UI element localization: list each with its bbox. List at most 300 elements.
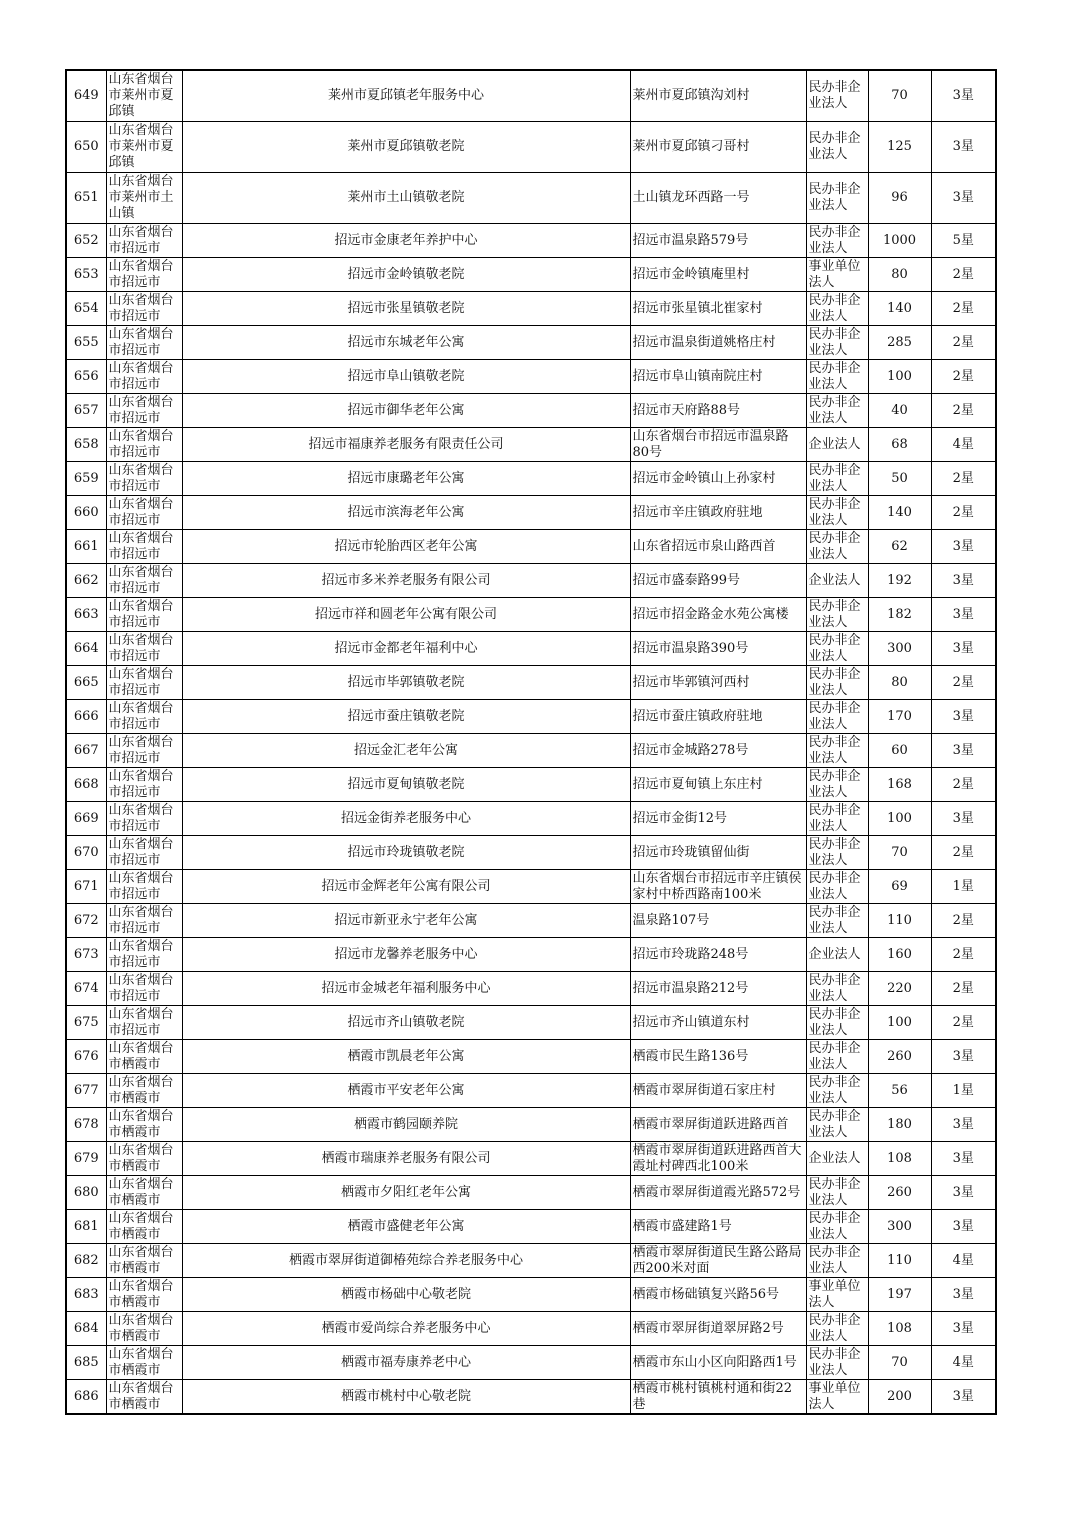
beds-cell: 70 xyxy=(868,1346,931,1380)
region-cell: 山东省烟台市招远市 xyxy=(106,700,182,734)
region-cell: 山东省烟台市招远市 xyxy=(106,802,182,836)
star-rating-cell: 2星 xyxy=(931,394,996,428)
table-row xyxy=(66,1346,996,1380)
table-row xyxy=(66,938,996,972)
region-cell: 山东省烟台市栖霞市 xyxy=(106,1312,182,1346)
facility-name-cell: 招远金汇老年公寓 xyxy=(182,734,630,768)
address-cell: 招远市金岭镇庵里村 xyxy=(630,258,806,292)
facility-name-cell: 招远市金都老年福利中心 xyxy=(182,632,630,666)
legal-type-cell: 民办非企业法人 xyxy=(806,360,868,394)
star-rating-cell: 2星 xyxy=(931,496,996,530)
legal-type-cell: 民办非企业法人 xyxy=(806,496,868,530)
facility-name-cell: 招远市福康养老服务有限责任公司 xyxy=(182,428,630,462)
row-number-cell: 649 xyxy=(66,70,106,122)
address-cell: 栖霞市翠屏街道翠屏路2号 xyxy=(630,1312,806,1346)
address-cell: 招远市盛泰路99号 xyxy=(630,564,806,598)
beds-cell: 197 xyxy=(868,1278,931,1312)
table-row xyxy=(66,496,996,530)
facility-name-cell: 莱州市夏邱镇敬老院 xyxy=(182,122,630,173)
facility-name-cell: 招远市金辉老年公寓有限公司 xyxy=(182,870,630,904)
facility-name-cell: 招远市金城老年福利服务中心 xyxy=(182,972,630,1006)
beds-cell: 40 xyxy=(868,394,931,428)
beds-cell: 168 xyxy=(868,768,931,802)
region-cell: 山东省烟台市招远市 xyxy=(106,428,182,462)
legal-type-cell: 民办非企业法人 xyxy=(806,224,868,258)
region-cell: 山东省烟台市招远市 xyxy=(106,734,182,768)
legal-type-cell: 民办非企业法人 xyxy=(806,173,868,224)
legal-type-cell: 企业法人 xyxy=(806,938,868,972)
row-number-cell: 680 xyxy=(66,1176,106,1210)
region-cell: 山东省烟台市栖霞市 xyxy=(106,1244,182,1278)
region-cell: 山东省烟台市招远市 xyxy=(106,530,182,564)
table-row xyxy=(66,70,996,122)
facility-name-cell: 招远市御华老年公寓 xyxy=(182,394,630,428)
beds-cell: 200 xyxy=(868,1380,931,1415)
beds-cell: 192 xyxy=(868,564,931,598)
table-row xyxy=(66,836,996,870)
facility-name-cell: 招远市毕郭镇敬老院 xyxy=(182,666,630,700)
star-rating-cell: 2星 xyxy=(931,972,996,1006)
beds-cell: 108 xyxy=(868,1142,931,1176)
beds-cell: 140 xyxy=(868,496,931,530)
facility-name-cell: 招远市轮胎西区老年公寓 xyxy=(182,530,630,564)
address-cell: 土山镇龙环西路一号 xyxy=(630,173,806,224)
row-number-cell: 654 xyxy=(66,292,106,326)
row-number-cell: 660 xyxy=(66,496,106,530)
beds-cell: 260 xyxy=(868,1176,931,1210)
region-cell: 山东省烟台市招远市 xyxy=(106,224,182,258)
star-rating-cell: 3星 xyxy=(931,122,996,173)
address-cell: 招远市毕郭镇河西村 xyxy=(630,666,806,700)
beds-cell: 300 xyxy=(868,632,931,666)
table-row xyxy=(66,292,996,326)
row-number-cell: 668 xyxy=(66,768,106,802)
address-cell: 招远市温泉路579号 xyxy=(630,224,806,258)
address-cell: 招远市阜山镇南院庄村 xyxy=(630,360,806,394)
row-number-cell: 672 xyxy=(66,904,106,938)
address-cell: 莱州市夏邱镇刁哥村 xyxy=(630,122,806,173)
row-number-cell: 667 xyxy=(66,734,106,768)
star-rating-cell: 5星 xyxy=(931,224,996,258)
row-number-cell: 652 xyxy=(66,224,106,258)
facility-name-cell: 栖霞市爱尚综合养老服务中心 xyxy=(182,1312,630,1346)
row-number-cell: 675 xyxy=(66,1006,106,1040)
row-number-cell: 677 xyxy=(66,1074,106,1108)
beds-cell: 60 xyxy=(868,734,931,768)
table-row xyxy=(66,428,996,462)
legal-type-cell: 民办非企业法人 xyxy=(806,1040,868,1074)
row-number-cell: 666 xyxy=(66,700,106,734)
facility-name-cell: 栖霞市盛健老年公寓 xyxy=(182,1210,630,1244)
facility-name-cell: 招远市金岭镇敬老院 xyxy=(182,258,630,292)
table-row xyxy=(66,700,996,734)
star-rating-cell: 1星 xyxy=(931,870,996,904)
region-cell: 山东省烟台市招远市 xyxy=(106,1006,182,1040)
table-row xyxy=(66,394,996,428)
facility-name-cell: 招远市齐山镇敬老院 xyxy=(182,1006,630,1040)
row-number-cell: 662 xyxy=(66,564,106,598)
legal-type-cell: 民办非企业法人 xyxy=(806,768,868,802)
address-cell: 招远市温泉路212号 xyxy=(630,972,806,1006)
facility-name-cell: 招远市蚕庄镇敬老院 xyxy=(182,700,630,734)
row-number-cell: 665 xyxy=(66,666,106,700)
legal-type-cell: 民办非企业法人 xyxy=(806,394,868,428)
star-rating-cell: 2星 xyxy=(931,836,996,870)
row-number-cell: 655 xyxy=(66,326,106,360)
legal-type-cell: 民办非企业法人 xyxy=(806,1346,868,1380)
table-row xyxy=(66,1210,996,1244)
legal-type-cell: 民办非企业法人 xyxy=(806,292,868,326)
row-number-cell: 684 xyxy=(66,1312,106,1346)
region-cell: 山东省烟台市招远市 xyxy=(106,394,182,428)
address-cell: 招远市蚕庄镇政府驻地 xyxy=(630,700,806,734)
facility-name-cell: 招远金街养老服务中心 xyxy=(182,802,630,836)
facility-name-cell: 招远市多米养老服务有限公司 xyxy=(182,564,630,598)
row-number-cell: 656 xyxy=(66,360,106,394)
table-row xyxy=(66,530,996,564)
row-number-cell: 678 xyxy=(66,1108,106,1142)
legal-type-cell: 民办非企业法人 xyxy=(806,734,868,768)
legal-type-cell: 民办非企业法人 xyxy=(806,1006,868,1040)
beds-cell: 100 xyxy=(868,802,931,836)
table-row xyxy=(66,972,996,1006)
address-cell: 栖霞市翠屏街道石家庄村 xyxy=(630,1074,806,1108)
beds-cell: 180 xyxy=(868,1108,931,1142)
star-rating-cell: 2星 xyxy=(931,904,996,938)
star-rating-cell: 3星 xyxy=(931,564,996,598)
row-number-cell: 681 xyxy=(66,1210,106,1244)
table-row xyxy=(66,904,996,938)
beds-cell: 300 xyxy=(868,1210,931,1244)
table-row xyxy=(66,122,996,173)
table-row xyxy=(66,870,996,904)
table-row xyxy=(66,768,996,802)
region-cell: 山东省烟台市招远市 xyxy=(106,462,182,496)
legal-type-cell: 民办非企业法人 xyxy=(806,904,868,938)
region-cell: 山东省烟台市招远市 xyxy=(106,972,182,1006)
facility-name-cell: 招远市玲珑镇敬老院 xyxy=(182,836,630,870)
region-cell: 山东省烟台市招远市 xyxy=(106,938,182,972)
address-cell: 栖霞市翠屏街道跃进路西首大霞址村碑西北100米 xyxy=(630,1142,806,1176)
row-number-cell: 686 xyxy=(66,1380,106,1415)
beds-cell: 110 xyxy=(868,904,931,938)
legal-type-cell: 民办非企业法人 xyxy=(806,632,868,666)
star-rating-cell: 3星 xyxy=(931,632,996,666)
legal-type-cell: 民办非企业法人 xyxy=(806,462,868,496)
star-rating-cell: 2星 xyxy=(931,1006,996,1040)
beds-cell: 110 xyxy=(868,1244,931,1278)
table-row xyxy=(66,326,996,360)
table-row xyxy=(66,1142,996,1176)
legal-type-cell: 民办非企业法人 xyxy=(806,598,868,632)
table-row xyxy=(66,632,996,666)
beds-cell: 260 xyxy=(868,1040,931,1074)
row-number-cell: 673 xyxy=(66,938,106,972)
star-rating-cell: 3星 xyxy=(931,1380,996,1415)
legal-type-cell: 事业单位法人 xyxy=(806,1380,868,1415)
table-row xyxy=(66,462,996,496)
legal-type-cell: 企业法人 xyxy=(806,1142,868,1176)
address-cell: 招远市张星镇北崔家村 xyxy=(630,292,806,326)
facility-name-cell: 栖霞市凯晨老年公寓 xyxy=(182,1040,630,1074)
beds-cell: 100 xyxy=(868,360,931,394)
address-cell: 温泉路107号 xyxy=(630,904,806,938)
facility-name-cell: 栖霞市杨础中心敬老院 xyxy=(182,1278,630,1312)
facility-name-cell: 栖霞市夕阳红老年公寓 xyxy=(182,1176,630,1210)
region-cell: 山东省烟台市栖霞市 xyxy=(106,1142,182,1176)
address-cell: 山东省烟台市招远市温泉路80号 xyxy=(630,428,806,462)
region-cell: 山东省烟台市栖霞市 xyxy=(106,1108,182,1142)
legal-type-cell: 民办非企业法人 xyxy=(806,1210,868,1244)
star-rating-cell: 2星 xyxy=(931,462,996,496)
star-rating-cell: 2星 xyxy=(931,326,996,360)
facility-name-cell: 栖霞市瑞康养老服务有限公司 xyxy=(182,1142,630,1176)
star-rating-cell: 2星 xyxy=(931,258,996,292)
legal-type-cell: 民办非企业法人 xyxy=(806,700,868,734)
address-cell: 招远市金城路278号 xyxy=(630,734,806,768)
star-rating-cell: 3星 xyxy=(931,700,996,734)
table-row xyxy=(66,173,996,224)
address-cell: 招远市招金路金水苑公寓楼 xyxy=(630,598,806,632)
row-number-cell: 657 xyxy=(66,394,106,428)
star-rating-cell: 1星 xyxy=(931,1074,996,1108)
legal-type-cell: 民办非企业法人 xyxy=(806,1244,868,1278)
beds-cell: 62 xyxy=(868,530,931,564)
beds-cell: 100 xyxy=(868,1006,931,1040)
facility-name-cell: 招远市祥和圆老年公寓有限公司 xyxy=(182,598,630,632)
region-cell: 山东省烟台市栖霞市 xyxy=(106,1040,182,1074)
address-cell: 招远市夏甸镇上东庄村 xyxy=(630,768,806,802)
row-number-cell: 653 xyxy=(66,258,106,292)
facility-name-cell: 招远市金康老年养护中心 xyxy=(182,224,630,258)
legal-type-cell: 企业法人 xyxy=(806,428,868,462)
star-rating-cell: 4星 xyxy=(931,428,996,462)
region-cell: 山东省烟台市招远市 xyxy=(106,360,182,394)
star-rating-cell: 2星 xyxy=(931,938,996,972)
address-cell: 招远市玲珑镇留仙街 xyxy=(630,836,806,870)
table-row xyxy=(66,1108,996,1142)
beds-cell: 80 xyxy=(868,666,931,700)
row-number-cell: 658 xyxy=(66,428,106,462)
region-cell: 山东省烟台市招远市 xyxy=(106,564,182,598)
facility-name-cell: 招远市阜山镇敬老院 xyxy=(182,360,630,394)
star-rating-cell: 3星 xyxy=(931,598,996,632)
facility-name-cell: 栖霞市平安老年公寓 xyxy=(182,1074,630,1108)
region-cell: 山东省烟台市栖霞市 xyxy=(106,1380,182,1415)
table-row xyxy=(66,258,996,292)
legal-type-cell: 民办非企业法人 xyxy=(806,1074,868,1108)
facility-name-cell: 招远市夏甸镇敬老院 xyxy=(182,768,630,802)
row-number-cell: 659 xyxy=(66,462,106,496)
facility-table xyxy=(65,69,997,1415)
region-cell: 山东省烟台市栖霞市 xyxy=(106,1278,182,1312)
table-row xyxy=(66,802,996,836)
row-number-cell: 674 xyxy=(66,972,106,1006)
legal-type-cell: 民办非企业法人 xyxy=(806,70,868,122)
region-cell: 山东省烟台市招远市 xyxy=(106,768,182,802)
star-rating-cell: 2星 xyxy=(931,360,996,394)
beds-cell: 125 xyxy=(868,122,931,173)
beds-cell: 70 xyxy=(868,836,931,870)
row-number-cell: 671 xyxy=(66,870,106,904)
beds-cell: 80 xyxy=(868,258,931,292)
row-number-cell: 679 xyxy=(66,1142,106,1176)
star-rating-cell: 3星 xyxy=(931,802,996,836)
table-row xyxy=(66,666,996,700)
address-cell: 招远市齐山镇道东村 xyxy=(630,1006,806,1040)
legal-type-cell: 民办非企业法人 xyxy=(806,530,868,564)
legal-type-cell: 事业单位法人 xyxy=(806,258,868,292)
facility-name-cell: 栖霞市翠屏街道御椿苑综合养老服务中心 xyxy=(182,1244,630,1278)
star-rating-cell: 2星 xyxy=(931,768,996,802)
region-cell: 山东省烟台市栖霞市 xyxy=(106,1074,182,1108)
beds-cell: 69 xyxy=(868,870,931,904)
region-cell: 山东省烟台市招远市 xyxy=(106,326,182,360)
legal-type-cell: 民办非企业法人 xyxy=(806,666,868,700)
address-cell: 招远市温泉路390号 xyxy=(630,632,806,666)
beds-cell: 56 xyxy=(868,1074,931,1108)
region-cell: 山东省烟台市莱州市土山镇 xyxy=(106,173,182,224)
star-rating-cell: 3星 xyxy=(931,173,996,224)
address-cell: 栖霞市东山小区向阳路西1号 xyxy=(630,1346,806,1380)
beds-cell: 160 xyxy=(868,938,931,972)
facility-name-cell: 招远市张星镇敬老院 xyxy=(182,292,630,326)
table-row xyxy=(66,360,996,394)
region-cell: 山东省烟台市栖霞市 xyxy=(106,1176,182,1210)
address-cell: 栖霞市民生路136号 xyxy=(630,1040,806,1074)
address-cell: 栖霞市盛建路1号 xyxy=(630,1210,806,1244)
star-rating-cell: 3星 xyxy=(931,1108,996,1142)
star-rating-cell: 3星 xyxy=(931,734,996,768)
star-rating-cell: 3星 xyxy=(931,530,996,564)
address-cell: 山东省烟台市招远市辛庄镇侯家村中桥西路南100米 xyxy=(630,870,806,904)
address-cell: 栖霞市翠屏街道跃进路西首 xyxy=(630,1108,806,1142)
region-cell: 山东省烟台市招远市 xyxy=(106,496,182,530)
facility-name-cell: 莱州市夏邱镇老年服务中心 xyxy=(182,70,630,122)
legal-type-cell: 民办非企业法人 xyxy=(806,836,868,870)
table-row xyxy=(66,1380,996,1415)
facility-name-cell: 招远市东城老年公寓 xyxy=(182,326,630,360)
star-rating-cell: 4星 xyxy=(931,1244,996,1278)
table-row xyxy=(66,1278,996,1312)
beds-cell: 182 xyxy=(868,598,931,632)
legal-type-cell: 民办非企业法人 xyxy=(806,972,868,1006)
region-cell: 山东省烟台市招远市 xyxy=(106,598,182,632)
table-body xyxy=(66,70,996,1414)
star-rating-cell: 3星 xyxy=(931,1278,996,1312)
beds-cell: 1000 xyxy=(868,224,931,258)
beds-cell: 220 xyxy=(868,972,931,1006)
address-cell: 招远市玲珑路248号 xyxy=(630,938,806,972)
table-row xyxy=(66,734,996,768)
star-rating-cell: 3星 xyxy=(931,1312,996,1346)
star-rating-cell: 3星 xyxy=(931,1176,996,1210)
address-cell: 招远市金岭镇山上孙家村 xyxy=(630,462,806,496)
facility-name-cell: 莱州市土山镇敬老院 xyxy=(182,173,630,224)
address-cell: 栖霞市翠屏街道民生路公路局西200米对面 xyxy=(630,1244,806,1278)
address-cell: 栖霞市翠屏街道霞光路572号 xyxy=(630,1176,806,1210)
address-cell: 山东省招远市泉山路西首 xyxy=(630,530,806,564)
legal-type-cell: 民办非企业法人 xyxy=(806,1108,868,1142)
row-number-cell: 650 xyxy=(66,122,106,173)
beds-cell: 108 xyxy=(868,1312,931,1346)
facility-name-cell: 招远市康璐老年公寓 xyxy=(182,462,630,496)
region-cell: 山东省烟台市莱州市夏邱镇 xyxy=(106,70,182,122)
address-cell: 莱州市夏邱镇沟刘村 xyxy=(630,70,806,122)
legal-type-cell: 企业法人 xyxy=(806,564,868,598)
beds-cell: 68 xyxy=(868,428,931,462)
region-cell: 山东省烟台市招远市 xyxy=(106,258,182,292)
row-number-cell: 651 xyxy=(66,173,106,224)
star-rating-cell: 2星 xyxy=(931,292,996,326)
region-cell: 山东省烟台市招远市 xyxy=(106,904,182,938)
region-cell: 山东省烟台市莱州市夏邱镇 xyxy=(106,122,182,173)
row-number-cell: 682 xyxy=(66,1244,106,1278)
star-rating-cell: 3星 xyxy=(931,1142,996,1176)
region-cell: 山东省烟台市招远市 xyxy=(106,666,182,700)
address-cell: 栖霞市杨础镇复兴路56号 xyxy=(630,1278,806,1312)
row-number-cell: 670 xyxy=(66,836,106,870)
row-number-cell: 663 xyxy=(66,598,106,632)
region-cell: 山东省烟台市招远市 xyxy=(106,870,182,904)
table-row xyxy=(66,598,996,632)
address-cell: 栖霞市桃村镇桃村通和街22巷 xyxy=(630,1380,806,1415)
facility-name-cell: 招远市新亚永宁老年公寓 xyxy=(182,904,630,938)
table-row xyxy=(66,1006,996,1040)
address-cell: 招远市天府路88号 xyxy=(630,394,806,428)
row-number-cell: 683 xyxy=(66,1278,106,1312)
region-cell: 山东省烟台市招远市 xyxy=(106,836,182,870)
beds-cell: 70 xyxy=(868,70,931,122)
row-number-cell: 664 xyxy=(66,632,106,666)
star-rating-cell: 3星 xyxy=(931,1040,996,1074)
beds-cell: 285 xyxy=(868,326,931,360)
row-number-cell: 669 xyxy=(66,802,106,836)
table-row xyxy=(66,1176,996,1210)
legal-type-cell: 民办非企业法人 xyxy=(806,802,868,836)
facility-name-cell: 栖霞市桃村中心敬老院 xyxy=(182,1380,630,1415)
row-number-cell: 661 xyxy=(66,530,106,564)
star-rating-cell: 3星 xyxy=(931,70,996,122)
region-cell: 山东省烟台市栖霞市 xyxy=(106,1210,182,1244)
legal-type-cell: 民办非企业法人 xyxy=(806,1312,868,1346)
table-row xyxy=(66,1312,996,1346)
facility-name-cell: 栖霞市福寿康养老中心 xyxy=(182,1346,630,1380)
region-cell: 山东省烟台市招远市 xyxy=(106,632,182,666)
address-cell: 招远市温泉街道姚格庄村 xyxy=(630,326,806,360)
table-row xyxy=(66,1074,996,1108)
beds-cell: 96 xyxy=(868,173,931,224)
region-cell: 山东省烟台市招远市 xyxy=(106,292,182,326)
star-rating-cell: 4星 xyxy=(931,1346,996,1380)
beds-cell: 50 xyxy=(868,462,931,496)
legal-type-cell: 事业单位法人 xyxy=(806,1278,868,1312)
region-cell: 山东省烟台市栖霞市 xyxy=(106,1346,182,1380)
table-row xyxy=(66,564,996,598)
legal-type-cell: 民办非企业法人 xyxy=(806,326,868,360)
beds-cell: 170 xyxy=(868,700,931,734)
star-rating-cell: 2星 xyxy=(931,666,996,700)
facility-name-cell: 栖霞市鹤园颐养院 xyxy=(182,1108,630,1142)
table-row xyxy=(66,1040,996,1074)
table-row xyxy=(66,224,996,258)
facility-name-cell: 招远市龙馨养老服务中心 xyxy=(182,938,630,972)
beds-cell: 140 xyxy=(868,292,931,326)
address-cell: 招远市金街12号 xyxy=(630,802,806,836)
legal-type-cell: 民办非企业法人 xyxy=(806,1176,868,1210)
legal-type-cell: 民办非企业法人 xyxy=(806,870,868,904)
row-number-cell: 685 xyxy=(66,1346,106,1380)
